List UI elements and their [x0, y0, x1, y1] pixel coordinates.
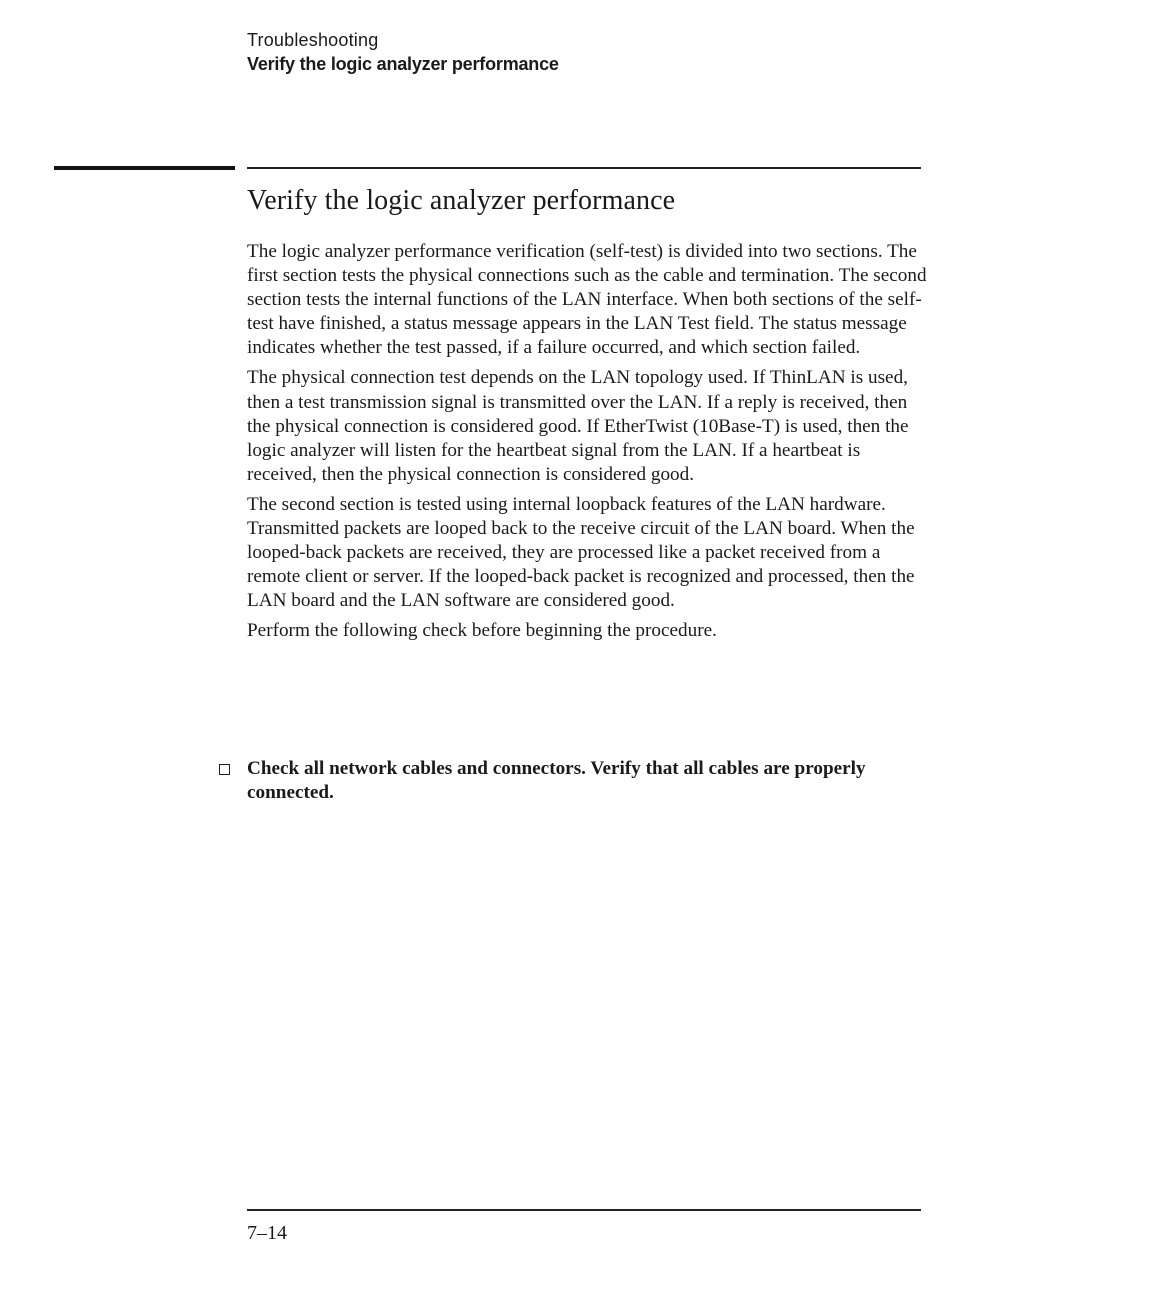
- checklist-item-text: Check all network cables and connectors. Verify that all cables are properly connected.: [247, 758, 866, 804]
- heading-rule-thick: [54, 166, 235, 170]
- footer-rule: [247, 1209, 921, 1211]
- paragraph-self-test-overview: The logic analyzer performance verification (self-test) is divided into two sections. The first section tests the physical connections such as the cable and termination. The second section tests the internal functions of the LAN interface. When both sections of the self-test have finished, a status message appears in the LAN Test field. The status message indicates whether the test passed, if a failure occurred, and which section failed.: [247, 241, 927, 359]
- heading-rule-thin: [247, 167, 921, 169]
- paragraph-pre-check: Perform the following check before beginning the procedure.: [247, 620, 717, 642]
- page-title: Verify the logic analyzer performance: [247, 185, 676, 216]
- chapter-title: Troubleshooting: [247, 30, 379, 50]
- page-number: 7–14: [247, 1222, 287, 1244]
- running-header: [247, 28, 559, 76]
- body-text: [247, 240, 927, 650]
- paragraph-physical-connection: The physical connection test depends on the LAN topology used. If ThinLAN is used, then a test transmission signal is transmitted over the LAN. If a reply is received, then the physical connection is considered good. If EtherTwist (10Base-T) is used, then the logic analyzer will listen for the heartbeat signal from the LAN. If a heartbeat is received, then the physical connection is considered good.: [247, 367, 909, 485]
- checkbox-icon: [219, 764, 230, 775]
- section-title: Verify the logic analyzer performance: [247, 54, 559, 74]
- paragraph-loopback: The second section is tested using internal loopback features of the LAN hardware. Transmitted packets are looped back to the receive circuit of the LAN board. When the looped-back packets are received, they are processed like a packet received from a remote client or server. If the looped-back packet is recognized and processed, then the LAN board and the LAN software are considered good.: [247, 493, 915, 612]
